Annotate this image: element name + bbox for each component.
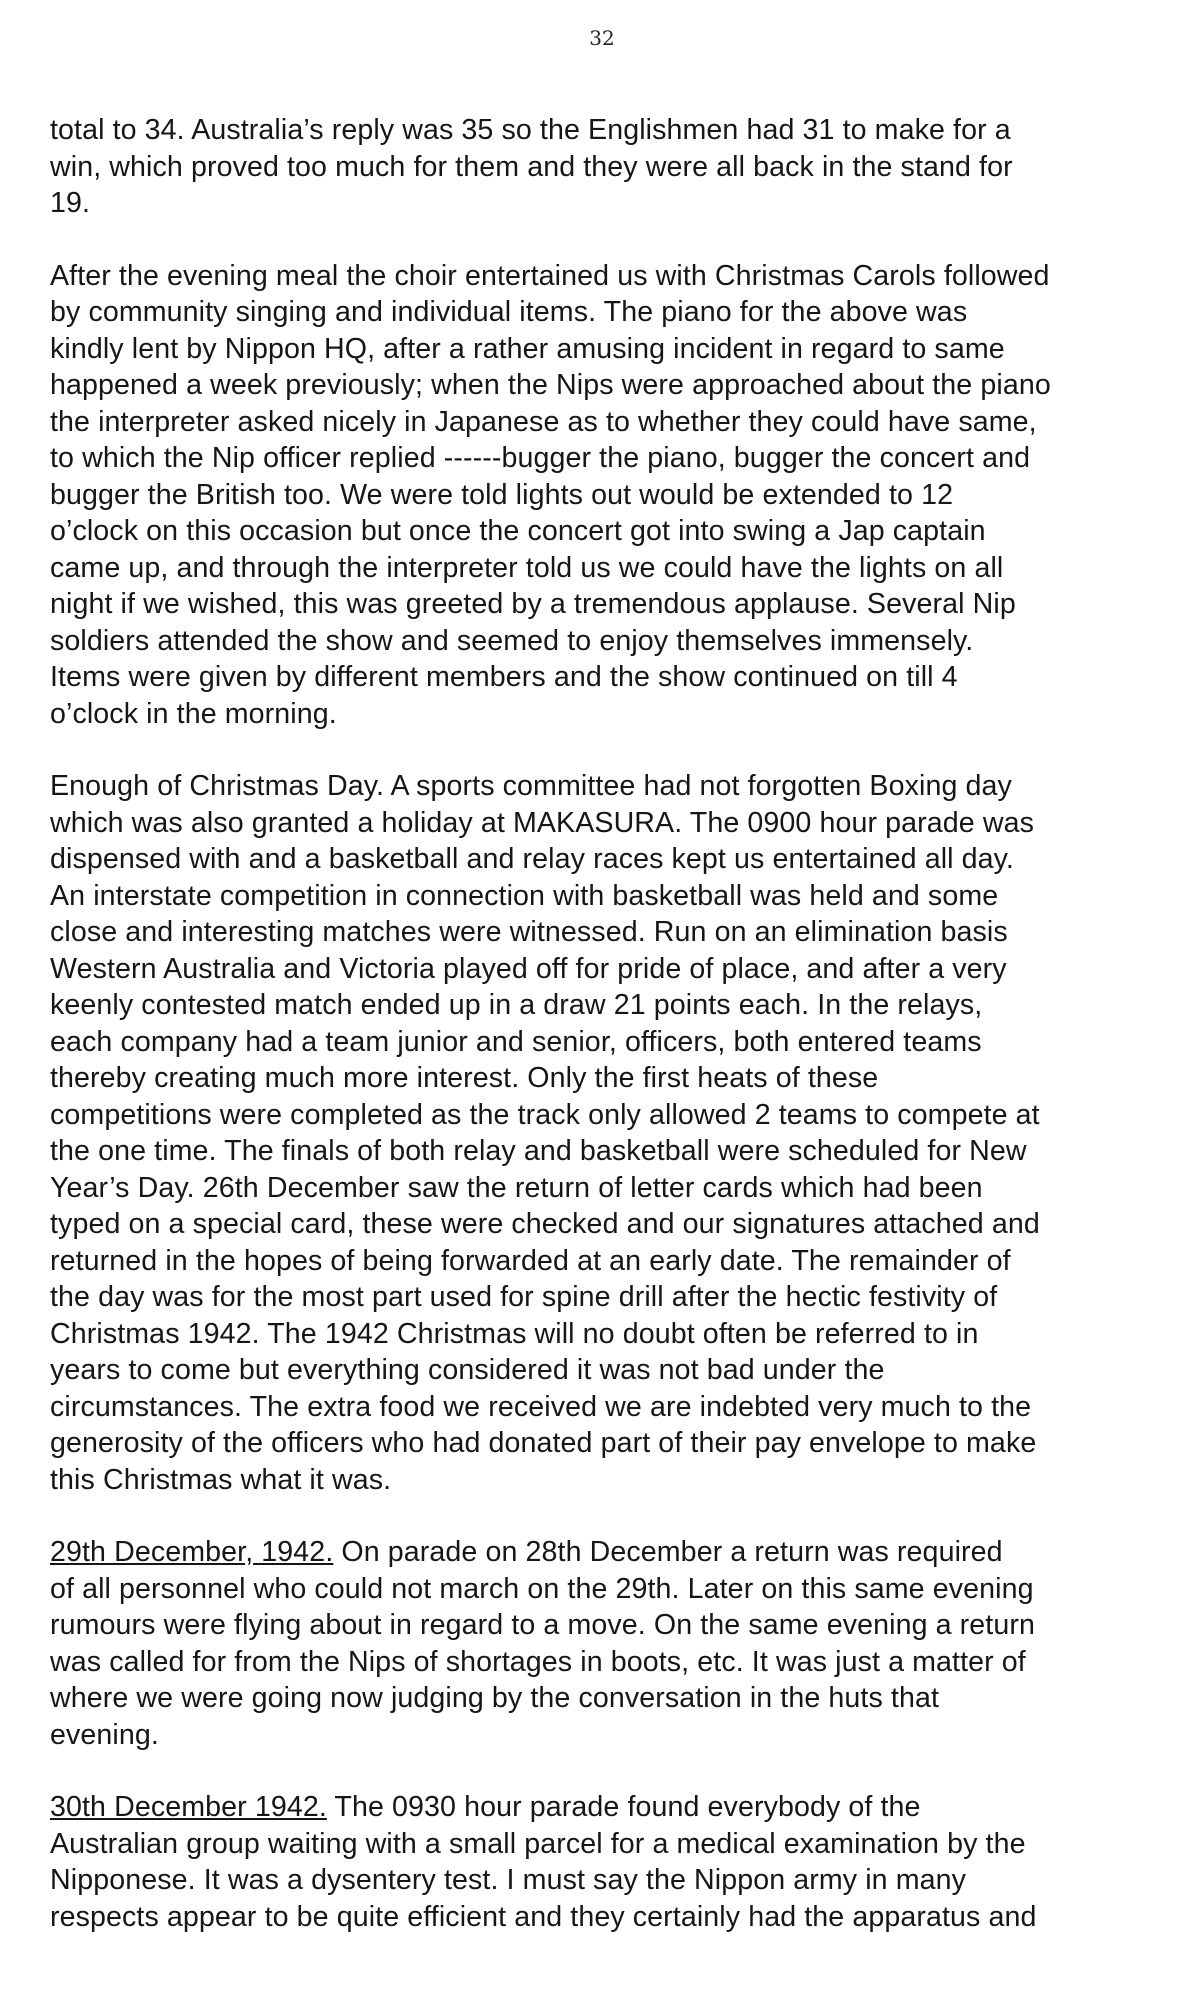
- text-run: On parade on 28th December a return was required: [333, 1536, 1003, 1568]
- text-line: dispensed with and a basketball and relay races kept us entertained all day.: [50, 843, 1014, 875]
- text-line: of all personnel who could not march on the 29th. Later on this same evening: [50, 1572, 1034, 1605]
- paragraph-30th-december: [50, 1789, 1170, 1935]
- paragraph-cricket-result: [50, 112, 1170, 222]
- text-line: competitions were completed as the track only allowed 2 teams to compete at: [50, 1098, 1040, 1131]
- text-line: typed on a special card, these were checked and our signatures attached and: [50, 1208, 1040, 1240]
- text-line: soldiers attended the show and seemed to enjoy themselves immensely.: [50, 624, 974, 657]
- text-line: Enough of Christmas Day. A sports committee had not forgotten Boxing day: [50, 770, 1012, 802]
- text-line: keenly contested match ended up in a draw 21 points each. In the relays,: [50, 989, 983, 1021]
- text-line: o’clock on this occasion but once the concert got into swing a Jap captain: [50, 515, 986, 547]
- text-line: by community singing and individual items. The piano for the above was: [50, 296, 968, 328]
- text-line: thereby creating much more interest. Only the first heats of these: [50, 1062, 879, 1094]
- text-line: Year’s Day. 26th December saw the return of letter cards which had been: [50, 1171, 983, 1204]
- text-line: win, which proved too much for them and they were all back in the stand for: [50, 150, 1013, 183]
- text-line: which was also granted a holiday at MAKASURA. The 0900 hour parade was: [50, 806, 1034, 839]
- page-number: 32: [589, 26, 615, 50]
- text-line: the day was for the most part used for spine drill after the hectic festivity of: [50, 1281, 998, 1313]
- text-line: Western Australia and Victoria played off for pride of place, and after a very: [50, 952, 1007, 985]
- paragraph-boxing-day: [50, 768, 1170, 1498]
- text-line: where we were going now judging by the conversation in the huts that: [50, 1682, 939, 1714]
- text-line: respects appear to be quite efficient and they certainly had the apparatus and: [50, 1900, 1037, 1933]
- text-line: the one time. The finals of both relay and basketball were scheduled for New: [50, 1135, 1027, 1167]
- text-line: [50, 1789, 1170, 1826]
- text-line: to which the Nip officer replied ------bugger the piano, bugger the concert and: [50, 442, 1031, 474]
- document-body: [50, 112, 1170, 1935]
- text-line: After the evening meal the choir entertained us with Christmas Carols followed: [50, 259, 1050, 292]
- paragraph-christmas-concert: [50, 258, 1170, 733]
- text-line: each company had a team junior and senior, officers, both entered teams: [50, 1025, 982, 1058]
- text-line: An interstate competition in connection with basketball was held and some: [50, 879, 999, 912]
- text-line: 19.: [50, 187, 91, 219]
- text-line: rumours were flying about in regard to a move. On the same evening a return: [50, 1609, 1035, 1641]
- text-line: bugger the British too. We were told lights out would be extended to 12: [50, 478, 954, 511]
- text-line: came up, and through the interpreter told us we could have the lights on all: [50, 551, 1004, 584]
- text-line: night if we wished, this was greeted by a tremendous applause. Several Nip: [50, 588, 1016, 620]
- text-line: happened a week previously; when the Nips were approached about the piano: [50, 369, 1051, 401]
- text-line: Items were given by different members and the show continued on till 4: [50, 661, 958, 693]
- text-line: the interpreter asked nicely in Japanese as to whether they could have same,: [50, 405, 1037, 438]
- text-line: generosity of the officers who had donated part of their pay envelope to make: [50, 1427, 1037, 1459]
- text-line: kindly lent by Nippon HQ, after a rather amusing incident in regard to same: [50, 332, 1005, 365]
- paragraph-29th-december: [50, 1534, 1170, 1753]
- text-run: The 0930 hour parade found everybody of the: [326, 1791, 921, 1823]
- text-line: total to 34. Australia’s reply was 35 so the Englishmen had 31 to make for a: [50, 114, 1011, 146]
- text-line: years to come but everything considered it was not bad under the: [50, 1354, 885, 1386]
- text-line: returned in the hopes of being forwarded at an early date. The remainder of: [50, 1244, 1011, 1277]
- text-line: evening.: [50, 1718, 159, 1751]
- text-line: this Christmas what it was.: [50, 1463, 392, 1496]
- date-heading: 29th December, 1942.: [50, 1536, 334, 1568]
- text-line: circumstances. The extra food we received we are indebted very much to the: [50, 1390, 1032, 1423]
- text-line: o’clock in the morning.: [50, 697, 337, 730]
- text-line: was called for from the Nips of shortages in boots, etc. It was just a matter of: [50, 1645, 1026, 1678]
- text-line: [50, 1534, 1170, 1571]
- text-line: Christmas 1942. The 1942 Christmas will no doubt often be referred to in: [50, 1317, 979, 1350]
- date-heading: 30th December 1942.: [50, 1791, 327, 1823]
- text-line: Australian group waiting with a small parcel for a medical examination by the: [50, 1827, 1026, 1860]
- text-line: close and interesting matches were witnessed. Run on an elimination basis: [50, 916, 1008, 948]
- text-line: Nipponese. It was a dysentery test. I must say the Nippon army in many: [50, 1864, 967, 1896]
